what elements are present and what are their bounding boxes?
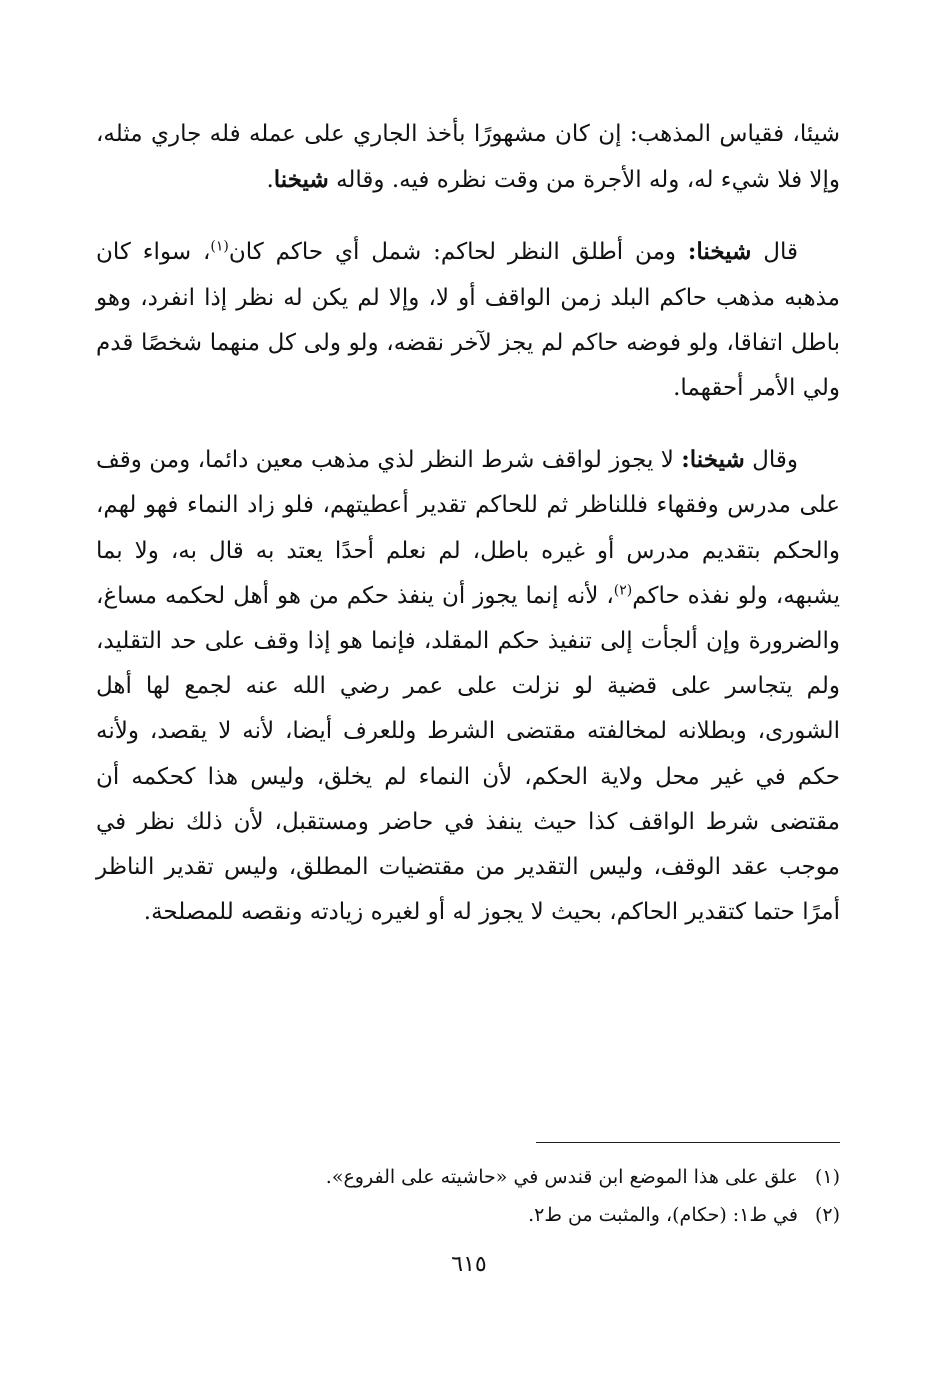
paragraph-3: [96, 437, 840, 935]
paragraph-3-text: لا يجوز لواقف شرط النظر لذي مذهب معين دائما، ومن وقف على مدرس وفقهاء فللناظر ثم للحاكم تقدير أعطيتهم، فلو زاد النماء فهو لهم، والحكم بتقديم مدرس أو غيره باطل، لم نعلم أحدًا يعتد به قال به، ولا بما يشبهه، ولو نفذه حاكم: [96, 447, 840, 609]
paragraph-3-lead: وقال: [744, 447, 798, 474]
paragraph-1: [96, 112, 840, 203]
paragraph-2: [96, 229, 840, 411]
footnote-1-number: (١): [814, 1166, 840, 1188]
paragraph-2-text-continued: ، سواء كان مذهبه مذهب حاكم البلد زمن الواقف أو لا، وإلا لم يكن له نظر إذا انفرد، وهو باطل اتفاقا، ولو فوضه حاكم لم يجز لآخر نقضه، ولو ولى كل منهما شخصًا قدم ولي الأمر أحقهما.: [96, 239, 840, 402]
footnote-1: [96, 1158, 840, 1196]
paragraph-3-text-continued: ، لأنه إنما يجوز أن ينفذ حكم من هو أهل لحكمه مساغ، والضرورة وإن ألجأت إلى تنفيذ حكم المقلد، فإنما هو إذا وقف على حد التقليد، ولم يتجاسر على قضية لو نزلت على عمر رضي الله عنه لجمع لها أهل الشورى، وبطلانه لمخالفته مقتضى الشرط وللعرف أيضا، لأنه لا يقصد، ولأنه حكم في غير محل ولاية الحكم، لأن النماء لم يخلق، وليس هذا كحكمه أن مقتضى شرط الواقف كذا حيث ينفذ في حاضر ومستقبل، لأن ذلك نظر في موجب عقد الوقف، وليس التقدير من مقتضيات المطلق، وليس تقدير الناظر أمرًا حتما كتقدير الحاكم، بحيث لا يجوز له أو لغيره زيادته ونقصه للمصلحة.: [96, 582, 840, 926]
paragraph-1-text: شيئا، فقياس المذهب: إن كان مشهورًا بأخذ الجاري على عمله فله جاري مثله، وإلا فلا شيء له، وله الأجرة من وقت نظره فيه. وقاله: [96, 121, 840, 194]
paragraph-2-lead: قال: [751, 239, 798, 266]
paragraph-2-text: ومن أطلق النظر لحاكم: شمل أي حاكم كان: [228, 239, 688, 266]
footnote-2-number: (٢): [814, 1204, 840, 1226]
footnote-2: [96, 1196, 840, 1234]
footnote-ref-2: (٢): [613, 582, 633, 599]
page-body: [96, 112, 840, 935]
footnote-2-text: في ط١: (حكام)، والمثبت من ط٢.: [528, 1204, 798, 1226]
paragraph-1-end: .: [266, 167, 274, 194]
footnote-1-text: علق على هذا الموضع ابن قندس في «حاشيته على الفروع».: [325, 1166, 798, 1188]
footnote-ref-1: (١): [210, 238, 229, 255]
footnote-separator: [536, 1142, 840, 1143]
paragraph-1-bold-name: شيخنا: [273, 166, 329, 194]
paragraph-3-bold-name: شيخنا:: [681, 446, 745, 474]
paragraph-2-bold-name: شيخنا:: [687, 238, 752, 266]
footnotes: [96, 1158, 840, 1234]
page-number: ٦١٥: [451, 1252, 487, 1277]
